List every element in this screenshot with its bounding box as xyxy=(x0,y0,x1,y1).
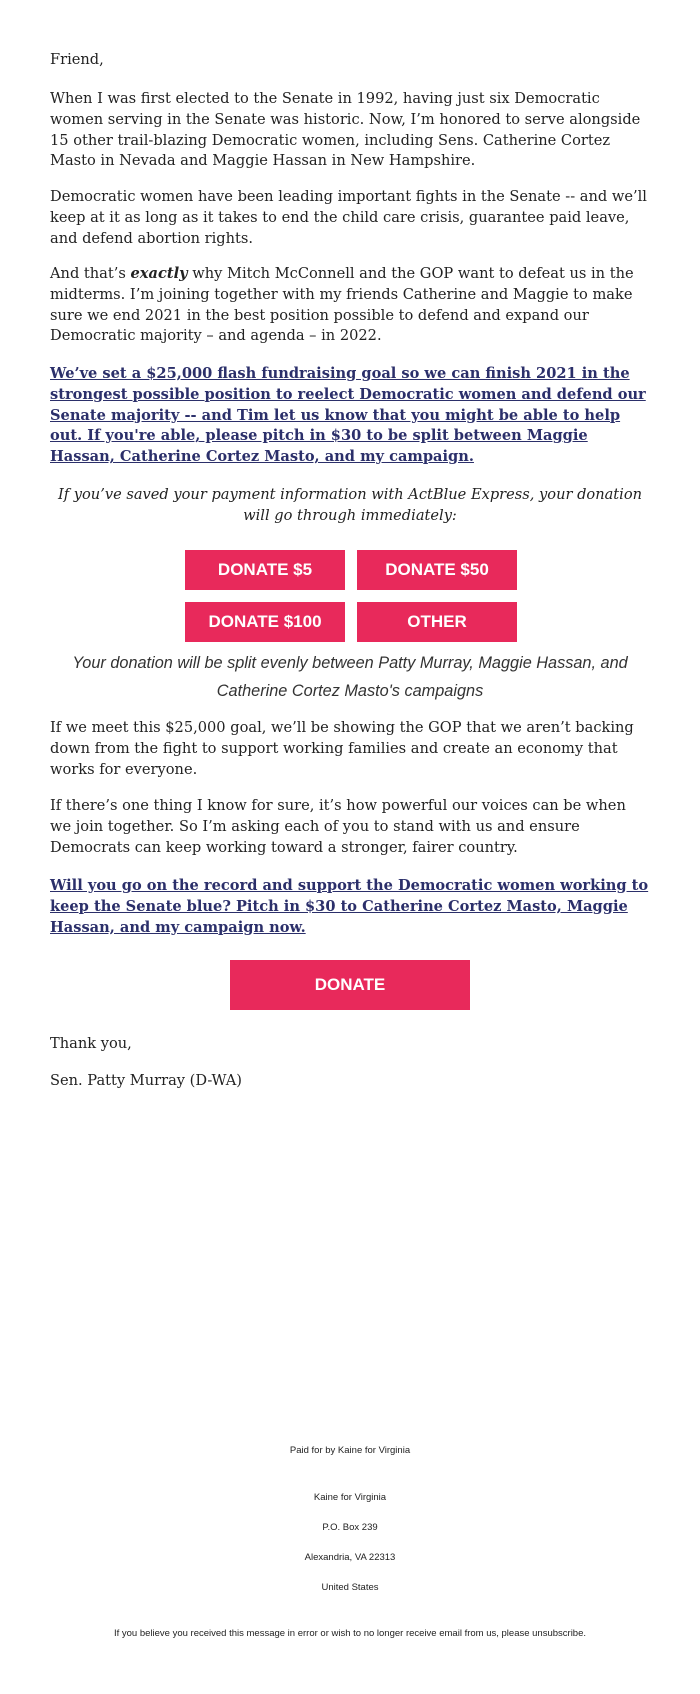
donate-other-button[interactable]: OTHER xyxy=(357,602,517,642)
donate-50-button[interactable]: DONATE $50 xyxy=(357,550,517,590)
unsubscribe-note[interactable]: If you believe you received this message in error or wish to no longer receive email from us, please unsubscribe. xyxy=(113,1628,587,1639)
closing: Thank you, xyxy=(50,1035,132,1052)
donate-button[interactable]: DONATE xyxy=(230,960,470,1010)
emphasis-exactly: exactly xyxy=(130,265,188,282)
paragraph-3 xyxy=(50,264,650,347)
split-note: Your donation will be split evenly between Patty Murray, Maggie Hassan, and Catherine Cortez Masto's campaigns xyxy=(72,654,628,700)
donate-5-button[interactable]: DONATE $5 xyxy=(185,550,345,590)
footer-country: United States xyxy=(321,1582,379,1593)
paragraph-3-start: And that’s xyxy=(50,265,131,282)
footer-city: Alexandria, VA 22313 xyxy=(304,1552,396,1563)
actblue-note: If you’ve saved your payment information with ActBlue Express, your donation will go through immediately: xyxy=(57,486,643,524)
paragraph-1: When I was first elected to the Senate in 1992, having just six Democratic women serving in the Senate was historic. Now, I’m honored to serve alongside 15 other trail-blazing Democratic women, including Sens. Catherine Cortez Masto in Nevada and Maggie Hassan in New Hampshire. xyxy=(50,90,641,170)
paragraph-2: Democratic women have been leading important fights in the Senate -- and we’ll keep at it as long as it takes to end the child care crisis, guarantee paid leave, and defend abortion rights. xyxy=(50,188,647,247)
paragraph-6: If there’s one thing I know for sure, it’s how powerful our voices can be when we join together. So I’m asking each of you to stand with us and ensure Democrats can keep working toward a stronger, fairer country. xyxy=(50,797,626,856)
greeting: Friend, xyxy=(50,51,104,68)
signature: Sen. Patty Murray (D-WA) xyxy=(50,1072,242,1089)
paid-for-disclaimer: Paid for by Kaine for Virginia xyxy=(289,1445,411,1456)
footer-org: Kaine for Virginia xyxy=(313,1492,387,1503)
footer-po-box: P.O. Box 239 xyxy=(322,1522,378,1533)
donate-100-button[interactable]: DONATE $100 xyxy=(185,602,345,642)
paragraph-3-end: why Mitch McConnell and the GOP want to defeat us in the midterms. I’m joining together with my friends Catherine and Maggie to make sure we end 2021 in the best position possible to defend and expand our Democratic majority – and agenda – in 2022. xyxy=(50,265,634,345)
donate-appeal-link[interactable]: We’ve set a $25,000 flash fundraising goal so we can finish 2021 in the strongest possible position to reelect Democratic women and defend our Senate majority -- and Tim let us know that you might be able to help out. If you're able, please pitch in $30 to be split between Maggie Hassan, Catherine Cortez Masto, and my campaign. xyxy=(50,365,646,466)
paragraph-5: If we meet this $25,000 goal, we’ll be showing the GOP that we aren’t backing down from the fight to support working families and create an economy that works for everyone. xyxy=(50,719,634,778)
pitch-in-link[interactable]: Will you go on the record and support the Democratic women working to keep the Senate blue? Pitch in $30 to Catherine Cortez Masto, Maggie Hassan, and my campaign now. xyxy=(50,877,649,936)
